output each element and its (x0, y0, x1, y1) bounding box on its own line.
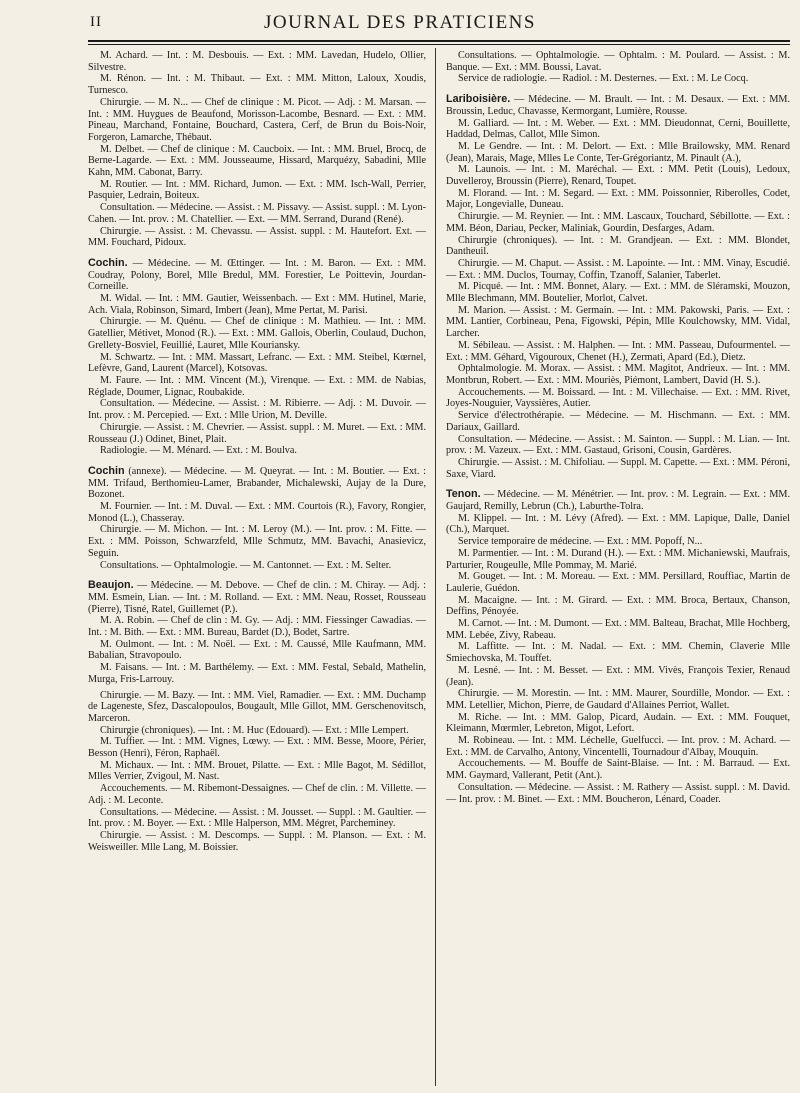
entry-text: M. Gouget. — Int. : M. Moreau. — Ext. : MM. Persillard, Rouffiac, Martin de Laulerie, Guédon. (446, 571, 790, 594)
entry-text: M. Tuffier. — Int. : MM. Vignes, Lœwy. — Ext. : MM. Besse, Moore, Périer, Besson (Henri), Féron, Raphaël. (88, 736, 426, 760)
entry-text: — Médecine. — M. Brault. — Int. : M. Desaux. — Ext. : MM. Broussin, Leduc, Chavasse, Kermorgant, Lumière, Rousse. (446, 94, 790, 117)
entry-text: Chirurgie (chroniques). — Int. : M. Huc (Edouard). — Ext. : Mlle Lempert. (100, 724, 409, 736)
service-entry (446, 758, 790, 781)
service-entry (88, 50, 426, 73)
service-entry (446, 548, 790, 571)
entry-text: M. Fournier. — Int. : M. Duval. — Ext. : MM. Courtois (R.), Favory, Rongier, Monod (L.), Chasseray. (88, 501, 426, 524)
service-entry (446, 363, 790, 386)
service-entry (446, 434, 790, 457)
left-column (88, 50, 426, 1086)
service-entry (446, 305, 790, 340)
entry-text: Radiologie. — M. Ménard. — Ext. : M. Boulva. (100, 445, 297, 457)
entry-text: M. Laffitte. — Int. : M. Nadal. — Ext. : MM. Chemin, Claverie Mlle Smiechovska, M. Touffet. (446, 641, 790, 665)
service-entry (446, 164, 790, 187)
hospital-entry (446, 94, 790, 117)
entry-text: M. Le Gendre. — Int. : M. Delort. — Ext. : Mlle Brailowsky, MM. Renard (Jean), Marais, Mage, Mlles Le Conte, Ter-Grégoriantz, M. Pinault (A.), (446, 140, 790, 164)
entry-text: M. Florand. — Int. : M. Segard. — Ext. : MM. Poissonnier, Riberolles, Codet, Major, Longevialle, Duneau. (446, 187, 790, 211)
entry-text: M. Macaigne. — Int. : M. Girard. — Ext. : MM. Broca, Bertaux, Chanson, Deffins, Pénoyée. (446, 594, 790, 618)
hospital-name: Cochin. (88, 256, 128, 269)
service-entry (88, 524, 426, 559)
service-entry (88, 760, 426, 783)
entry-text: M. Achard. — Int. : M. Desbouis. — Ext. : MM. Lavedan, Hudelo, Ollier, Silvestre. (88, 50, 426, 73)
page-header (0, 12, 800, 38)
entry-text: Chirurgie. — M. Quénu. — Chef de clinique : M. Mathieu. — Int. : MM. Gatellier, Métivet, Monod (R.). — Ext. : MM. Gallois, Oberlin, Coulaud, Duchon, Grellety-Bosviel, Feuillié, Lauret, Mlle Kouriansky. (88, 316, 426, 351)
service-entry (88, 725, 426, 737)
service-entry (446, 118, 790, 141)
entry-text: — Médecine. — M. Œttinger. — Int. : M. Baron. — Ext. : MM. Coudray, Polony, Borel, Mlle Bredul, MM. Forestier, Le Poittevin, Jourdan-Corneille. (88, 257, 426, 293)
entry-text: Consultation. — Médecine. — Assist. : M. Ribierre. — Adj. : M. Duvoir. — Int. prov. : M. Percepied. — Ext. : Mlle Urion, M. Deville. (88, 398, 426, 422)
entry-text: Consultations. — Médecine. — Assist. : M. Jousset. — Suppl. : M. Gaultier. — Int. prov. : M. Boyer. — Ext. : Mlle Halperson, MM. Mégret, Parcheminey. (88, 806, 426, 830)
entry-text: Chirurgie. — Assist. : M. Chifoliau. — Suppl. M. Capette. — Ext. : MM. Péroni, Saxe, Viard. (446, 456, 790, 480)
service-entry (446, 410, 790, 433)
service-entry (446, 782, 790, 805)
entry-text: — Médecine. — M. Debove. — Chef de clin. : M. Chiray. — Adj. : MM. Esmein, Lian. — Int. : M. Rolland. — Ext. : MM. Neau, Rosset, Rousseau (Pierre), Tisné, Ratel, Guillemet (P.). (88, 580, 426, 615)
entry-text: Consultation. — Médecine. — Assist. : M. Pissavy. — Assist. suppl. : M. Lyon-Cahen. — Int. prov. : M. Chatellier. — Ext. — MM. Serrand, Durand (René). (88, 202, 426, 225)
service-entry (88, 639, 426, 662)
service-entry (446, 281, 790, 304)
hospital-name: Lariboisière. (446, 93, 511, 106)
entry-text: Service de radiologie. — Radiol. : M. Desternes. — Ext. : M. Le Cocq. (458, 73, 749, 85)
entry-text: M. Robineau. — Int. : MM. Léchelle, Guelfucci. — Int. prov. : M. Achard. — Ext. : MM. de Carvalho, Antony, Vincentelli, Tournadour d'Albay, Mouquin. (446, 735, 790, 758)
entry-text: Ophtalmologie. M. Morax. — Assist. : MM. Magitot, Andrieux. — Int. : MM. Montbrun, Robert. — Ext. : MM. Mouriès, Piémont, Lambert, David (H. S.). (446, 363, 790, 386)
entry-text: M. Schwartz. — Int. : MM. Massart, Lefranc. — Ext. : MM. Steibel, Kœrnel, Lefèvre, Gand, Laurent (Marcel), Kotsovas. (88, 351, 426, 375)
right-column (446, 50, 790, 1086)
service-entry (88, 736, 426, 759)
service-entry (446, 688, 790, 711)
entry-text: M. Routier. — Int. : MM. Richard, Jumon. — Ext. : MM. Isch-Wall, Perrier, Pasquier, Ledrain, Boiteux. (88, 178, 426, 202)
service-entry (446, 735, 790, 758)
service-entry (88, 501, 426, 524)
entry-text: M. Michaux. — Int. : MM. Brouet, Pilatte. — Ext. : Mlle Bagot, M. Sédillot, Mlles Verrier, Zvigoul, M. Nast. (88, 759, 426, 783)
entry-text: M. Klippel. — Int. : M. Lévy (Afred). — Ext. : MM. Lapique, Dalle, Daniel (Ch.), Marquet. (446, 512, 790, 536)
entry-text: M. Riche. — Int. : MM. Galop, Picard, Audain. — Ext. : MM. Fouquet, Kleimann, Mœrmler, Lebreton, Migot, Lefort. (446, 711, 790, 735)
column-divider (435, 48, 436, 1086)
entry-text: M. Oulmont. — Int. : M. Noël. — Ext. : M. Caussé, Mlle Kaufmann, MM. Babalian, Stravopoulo. (88, 638, 426, 662)
service-entry (446, 513, 790, 536)
service-entry (88, 690, 426, 725)
service-entry (446, 141, 790, 164)
service-entry (446, 618, 790, 641)
service-entry (88, 226, 426, 249)
service-entry (446, 595, 790, 618)
service-entry (446, 188, 790, 211)
entry-text: M. Rénon. — Int. : M. Thibaut. — Ext. : MM. Mitton, Laloux, Xoudis, Turnesco. (88, 73, 426, 97)
header-rule-thin (88, 44, 790, 45)
header-rule (88, 40, 790, 42)
entry-text: M. A. Robin. — Chef de clin : M. Gy. — Adj. : MM. Fiessinger Cawadias. — Int. : M. Bith. — Ext. : MM. Bureau, Bardet (D.), Bodet, Sartre. (88, 615, 426, 639)
service-entry (446, 340, 790, 363)
service-entry (88, 202, 426, 225)
entry-text: (annexe). — Médecine. — M. Queyrat. — Int. : M. Boutier. — Ext. : MM. Trifaud, Berthomieu-Lamer, Brabander, Michalewski, Aujay de la Dure, Bozonet. (88, 465, 426, 501)
entry-text: M. Launois. — Int. : M. Maréchal. — Ext. : MM. Petit (Louis), Ledoux, Duvelleroy, Broussin (Pierre), Renard, Toupet. (446, 164, 790, 188)
entry-text: Chirurgie. — M. Bazy. — Int. : MM. Viel, Ramadier. — Ext. : MM. Duchamp de Lageneste, Sfez, Dascalopoulos, Bougault, Mlle Gillot, MM. Gerschenovitsch, Marceron. (88, 689, 426, 724)
entry-text: M. Faisans. — Int. : M. Barthélemy. — Ext. : MM. Festal, Sebald, Mathelin, Murga, Fris-Larrouy. (88, 662, 426, 685)
service-entry (446, 665, 790, 688)
service-entry (88, 144, 426, 179)
entry-text: — Médecine. — M. Ménétrier. — Int. prov. : M. Legrain. — Ext. : MM. Gaujard, Remilly, Lebrun (Ch.), Laburthe-Tolra. (446, 489, 790, 513)
entry-text: Consultations. — Ophtalmologie. — Ophtalm. : M. Poulard. — Assist. : M. Banque. — Ext. : MM. Boussi, Lavat. (446, 50, 790, 73)
service-entry (446, 712, 790, 735)
journal-title: JOURNAL DES PRATICIENS (264, 12, 536, 33)
service-entry (88, 830, 426, 853)
entry-text: Chirurgie. — M. Morestin. — Int. : MM. Maurer, Sourdille, Mondor. — Ext. : MM. Letellier, Michon, Pierre, de Gaudard d'Allaines Perriot, Wallet. (446, 688, 790, 711)
service-entry (446, 235, 790, 258)
service-entry (88, 807, 426, 830)
entry-text: Accouchements. — M. Ribemont-Dessaignes. — Chef de clin. : M. Villette. — Adj. : M. Leconte. (88, 783, 426, 806)
service-entry (88, 662, 426, 685)
service-entry (446, 387, 790, 410)
entry-text: M. Marion. — Assist. : M. Germain. — Int. : MM. Pakowski, Paris. — Ext. : MM. Lantier, Corbineau, Pena, Figowski, Pépin, Mlle Koulchowsky, MM. Vidal, Larcher. (446, 304, 790, 340)
service-entry (88, 97, 426, 144)
service-entry (88, 398, 426, 421)
service-entry (88, 783, 426, 806)
entry-text: M. Delbet. — Chef de clinique : M. Caucboix. — Int. : MM. Bruel, Brocq, de Berne-Lagarde. — Ext. : MM. Jousseaume, Hissard, Marquézy, Sabadini, Mlle Kahn, MM. Cabonat, Barry. (88, 143, 426, 179)
hospital-name: Beaujon. (88, 579, 134, 592)
hospital-entry (88, 580, 426, 615)
service-entry (446, 457, 790, 480)
hospital-entry (446, 489, 790, 512)
service-entry (446, 641, 790, 664)
service-entry (446, 211, 790, 234)
entry-text: Accouchements. — M. Boissard. — Int. : M. Villechaise. — Ext. : MM. Rivet, Joyes-Nouguier, Vayssières, Autier. (446, 386, 790, 410)
entry-text: Service temporaire de médecine. — Ext. : MM. Popoff, N... (458, 536, 703, 548)
service-entry (88, 615, 426, 638)
entry-text: Accouchements. — M. Bouffe de Saint-Blaise. — Int. : M. Barraud. — Ext. MM. Gaymard, Vallerant, Petit (Ant.). (446, 758, 790, 782)
hospital-name: Tenon. (446, 488, 481, 501)
service-entry (88, 293, 426, 316)
entry-text: Chirurgie. — M. Michon. — Int. : M. Leroy (M.). — Int. prov. : M. Fitte. — Ext. : MM. Poisson, Schwarzfeld, Mlle Schmutz, MM. Bavachi, Anasievicz, Seguin. (88, 524, 426, 559)
service-entry (446, 571, 790, 594)
entry-text: M. Carnot. — Int. : M. Dumont. — Ext. : MM. Balteau, Brachat, Mlle Hochberg, MM. Lebée, Zivy, Rabeau. (446, 618, 790, 641)
service-entry (446, 73, 790, 85)
entry-text: M. Parmentier. — Int. : M. Durand (H.). — Ext. : MM. Michaniewski, Maufrais, Parturier, Rougeulle, Mlle Pommay, M. Marié. (446, 547, 790, 571)
entry-text: M. Picqué. — Int. : MM. Bonnet, Alary. — Ext. : MM. de Sléramski, Mouzon, Mlle Blechmann, MM. Boutelier, Morlot, Calvet. (446, 281, 790, 305)
hospital-entry (88, 258, 426, 293)
service-entry (88, 560, 426, 572)
entry-text: M. Faure. — Int. : MM. Vincent (M.), Virenque. — Ext. : MM. de Nabias, Réglade, Doumer, Lignac, Roubakide. (88, 374, 426, 398)
service-entry (446, 536, 790, 548)
entry-text: Consultation. — Médecine. — Assist. : M. Rathery — Assist. suppl. : M. David. — Int. prov. : M. Binet. — Ext. : MM. Boucheron, Lénard, Coader. (446, 781, 790, 805)
entry-text: M. Galliard. — Int. : M. Weber. — Ext. : MM. Dieudonnat, Cerni, Bouillette, Haddad, Delmas, Callot, Mlle Simon. (446, 117, 790, 141)
service-entry (88, 179, 426, 202)
service-entry (88, 422, 426, 445)
service-entry (88, 352, 426, 375)
entry-text: M. Lesné. — Int. : M. Besset. — Ext. : MM. Vivès, François Texier, Renaud (Jean). (446, 664, 790, 688)
entry-text: M. Sébileau. — Assist. : M. Halphen. — Int. : MM. Passeau, Dufourmentel. — Ext. : MM. Géhard, Vigouroux, Chenet (H.), Zermati, Apard (Ed.), Dietz. (446, 339, 790, 363)
entry-text: Chirurgie. — M. Chaput. — Assist. : M. Lapointe. — Int. : MM. Vinay, Escudié. — Ext. : MM. Duclos, Tournay, Coffin, Tzanoff, Salanier, Taberlet. (446, 257, 790, 281)
entry-text: M. Widal. — Int. : MM. Gautier, Weissenbach. — Ext : MM. Hutinel, Marie, Ach. Viala, Robinson, Simard, Imbert (Jean), Mme Pertat, M. Parisi. (88, 293, 426, 316)
entry-text: Service d'électrothérapie. — Médecine. — M. Hischmann. — Ext. : MM. Dariaux, Gaillard. (446, 410, 790, 433)
entry-text: Chirurgie. — M. N... — Chef de clinique : M. Picot. — Adj. : M. Marsan. — Int. : MM. Huygues de Beaufond, Morisson-Lacombe, Besnard. — Ext. : MM. Pineau, Marchand, Fontaine, Bouchard, Castera, Cerf, de Brun du Bois-Noir, Forgeron, Lamarche, Thébaut. (88, 96, 426, 143)
service-entry (88, 445, 426, 457)
service-entry (88, 316, 426, 351)
entry-text: Chirurgie. — M. Reynier. — Int. : MM. Lascaux, Touchard, Sébillotte. — Ext. : MM. Béon, Dariau, Pecker, Maliniak, Gourdin, Desfarges, Adam. (446, 211, 790, 234)
entry-text: Chirurgie. — Assist. : M. Chevassu. — Assist. suppl. : M. Hautefort. Ext. — MM. Fouchard, Pidoux. (88, 225, 426, 249)
entry-text: Consultations. — Ophtalmologie. — M. Cantonnet. — Ext. : M. Selter. (100, 559, 392, 571)
page-number: II (90, 14, 102, 30)
entry-text: Chirurgie. — Assist. : M. Chevrier. — Assist. suppl. : M. Muret. — Ext. : MM. Rousseau (J.) Odinet, Binet, Plait. (88, 421, 426, 445)
hospital-name: Cochin (88, 464, 125, 477)
service-entry (446, 258, 790, 281)
entry-text: Consultation. — Médecine. — Assist. : M. Sainton. — Suppl. : M. Lian. — Int. prov. : M. Vazeux. — Ext. : MM. Gastaud, Grisoni, Cousin, Gardères. (446, 433, 790, 457)
service-entry (88, 375, 426, 398)
service-entry (446, 50, 790, 73)
service-entry (88, 73, 426, 96)
entry-text: Chirurgie (chroniques). — Int. : M. Grandjean. — Ext. : MM. Blondet, Dantheuil. (446, 234, 790, 258)
hospital-entry (88, 466, 426, 501)
entry-text: Chirurgie. — Assist. : M. Descomps. — Suppl. : M. Planson. — Ext. : M. Weisweiller. Mlle Lang, M. Boissier. (88, 830, 426, 853)
